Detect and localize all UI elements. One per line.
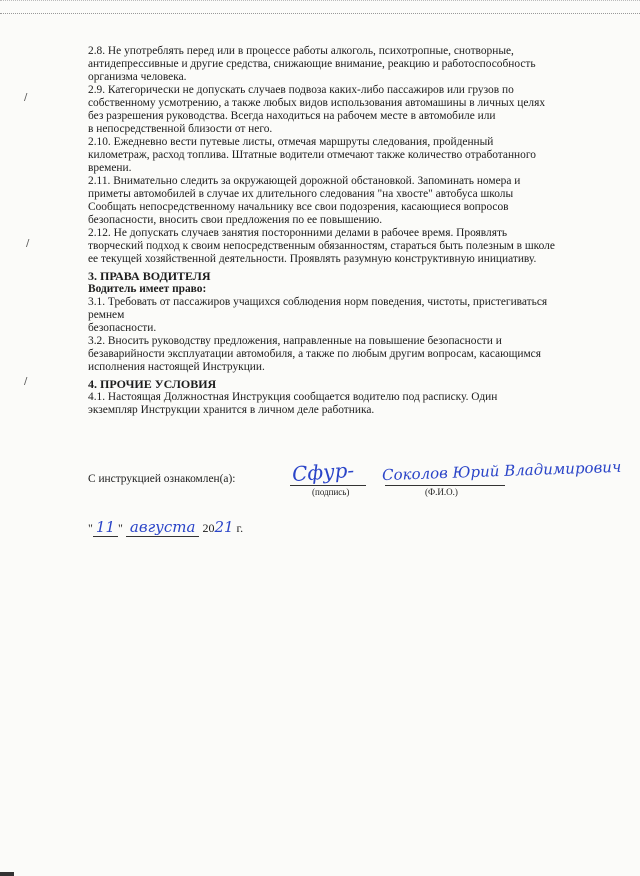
text-line: 2.11. Внимательно следить за окружающей дорожной обстановкой. Запоминать номера и (88, 175, 521, 187)
text-line: 2.8. Не употреблять перед или в процессе работы алкоголь, психотропные, снотворные, (88, 45, 514, 57)
margin-mark: / (24, 92, 28, 103)
date-suffix: г. (236, 521, 244, 535)
text-line: 4.1. Настоящая Должностная Инструкция сообщается водителю под расписку. Один (88, 391, 498, 403)
text-line: в непосредственной близости от него. (88, 123, 273, 135)
text-line: организма человека. (88, 71, 187, 83)
text-line: ее текущей хозяйственной деятельности. Проявлять разумную конструктивную инициативу. (88, 253, 537, 265)
text-line: приметы автомобилей в случае их длительного следования "на хвосте" автобуса школы (88, 188, 514, 200)
text-line: безаварийности эксплуатации автомобиля, а также по любым другим вопросам, касающимся (88, 348, 541, 360)
top-border (0, 0, 640, 14)
date-year-suffix: 21 (214, 518, 234, 536)
text-line: творческий подход к своим непосредственным обязанностям, стараться быть полезным в школе (88, 240, 555, 252)
text-line: исполнения настоящей Инструкции. (88, 361, 265, 373)
scan-edge-mark (0, 872, 14, 876)
acknowledgement-label: С инструкцией ознакомлен(а): (88, 473, 236, 485)
text-line: 3.1. Требовать от пассажиров учащихся соблюдения норм поведения, чистоты, пристегиваться (88, 296, 548, 308)
date-open-quote: " (88, 521, 93, 535)
text-line: километраж, расход топлива. Штатные водители отмечают также количество отработанного (88, 149, 536, 161)
margin-mark: / (24, 376, 28, 387)
text-line: безопасности. (88, 322, 157, 334)
text-line: времени. (88, 162, 132, 174)
date-day: 11 (93, 518, 118, 537)
date-line (88, 518, 288, 536)
name-caption: (Ф.И.О.) (425, 487, 458, 497)
text-line: антидепрессивные и другие средства, снижающие внимание, реакцию и работоспособность (88, 58, 536, 70)
text-line: ремнем (88, 309, 125, 321)
section-2-duties (88, 45, 618, 266)
signature-caption: (подпись) (312, 487, 350, 497)
text-line: безопасности, вносить свои предложения по ее повышению. (88, 214, 383, 226)
text-line: 2.10. Ежедневно вести путевые листы, отмечая маршруты следования, пройденный (88, 136, 494, 148)
handwritten-full-name: Соколов Юрий Владимирович (381, 457, 622, 485)
section-4-other-conditions (88, 391, 618, 417)
text-line: собственному усмотрению, а также любых видов использования автомашины в личных целях (88, 97, 546, 109)
text-line: 2.12. Не допускать случаев занятия посторонними делами в рабочее время. Проявлять (88, 227, 508, 239)
section-3-subheading: Водитель имеет право: (88, 283, 207, 295)
text-line: экземпляр Инструкции хранится в личном деле работника. (88, 404, 375, 416)
margin-mark: / (26, 238, 30, 249)
name-line (385, 485, 505, 486)
date-month: августа (126, 518, 200, 537)
date-close-quote: " (118, 521, 123, 535)
handwritten-signature: Сфур- (291, 457, 355, 487)
text-line: Сообщать непосредственному начальнику все свои подозрения, касающиеся вопросов (88, 201, 509, 213)
section-3-rights (88, 296, 618, 374)
section-4-heading: 4. ПРОЧИЕ УСЛОВИЯ (88, 377, 217, 391)
text-line: без разрешения руководства. Всегда находиться на рабочем месте в автомобиле или (88, 110, 496, 122)
text-line: 3.2. Вносить руководству предложения, направленные на повышение безопасности и (88, 335, 502, 347)
date-year-prefix: 20 (202, 521, 215, 535)
document-body (88, 45, 618, 417)
section-3-heading: 3. ПРАВА ВОДИТЕЛЯ (88, 269, 211, 283)
text-line: 2.9. Категорически не допускать случаев подвоза каких-либо пассажиров или грузов по (88, 84, 514, 96)
